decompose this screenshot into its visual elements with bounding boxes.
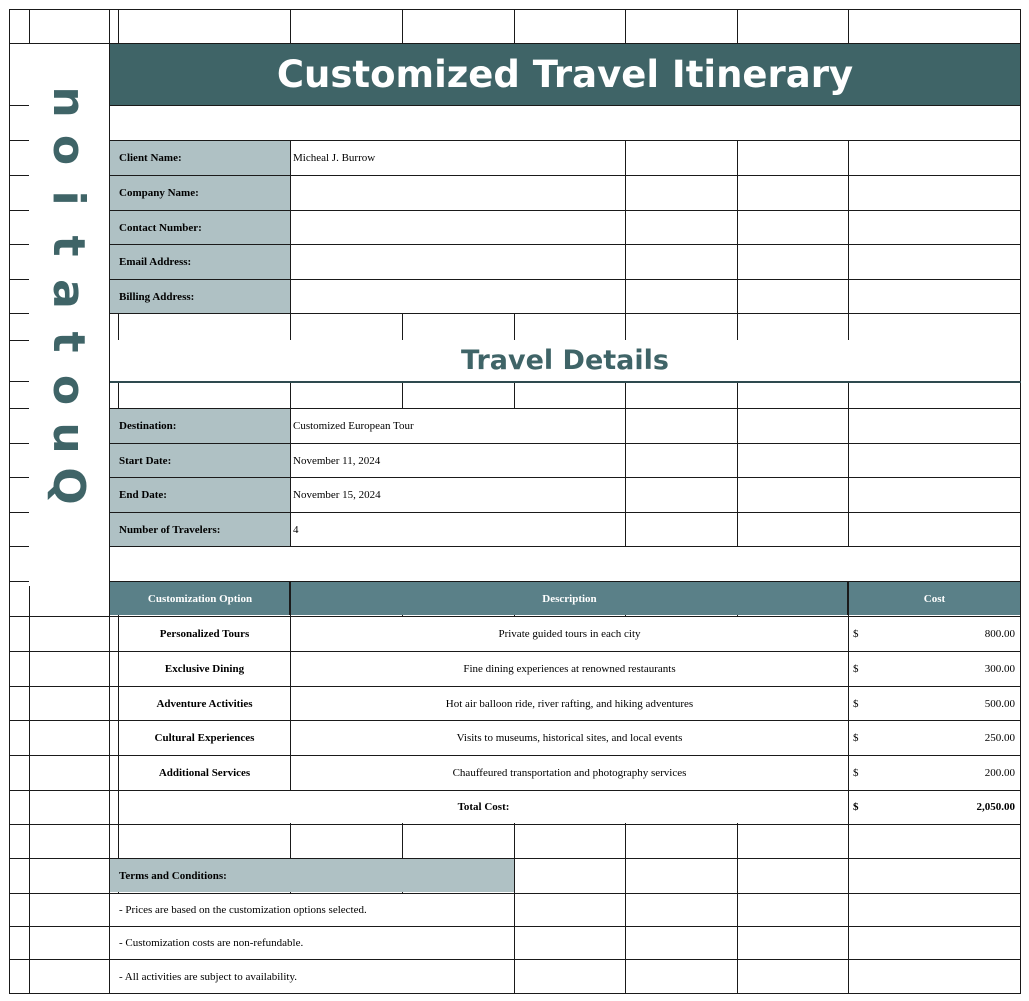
travel-field-label: Number of Travelers: (110, 513, 290, 546)
travel-field-label: Start Date: (110, 444, 290, 477)
page-title: Customized Travel Itinerary (110, 44, 1020, 105)
option-description: Chauffeured transportation and photography services (291, 756, 848, 790)
option-description: Fine dining experiences at renowned restaurants (291, 652, 848, 686)
terms-item: - Prices are based on the customization options selected. (110, 894, 514, 926)
travel-field-value[interactable]: November 15, 2024 (291, 478, 625, 512)
client-field-label: Billing Address: (110, 280, 290, 313)
cost-value: 200.00 (984, 767, 1015, 779)
spacer-row (110, 547, 1020, 581)
table-header-option: Customization Option (110, 582, 290, 615)
option-cost (849, 756, 1020, 790)
side-label-letter: t (43, 331, 94, 353)
travel-field-label: End Date: (110, 478, 290, 512)
grid-line-vertical (848, 9, 849, 993)
side-label-letter: o (43, 374, 94, 406)
side-label-letter: i (43, 190, 94, 206)
grid-line-horizontal (9, 313, 1021, 314)
grid-line-vertical (625, 9, 626, 993)
grid-line-vertical (737, 9, 738, 993)
travel-field-value[interactable]: Customized European Tour (291, 409, 625, 443)
grid-line-horizontal (9, 9, 1021, 10)
travel-field-label: Destination: (110, 409, 290, 443)
option-cost (849, 687, 1020, 720)
option-name: Additional Services (119, 756, 290, 790)
side-label-letter: u (43, 422, 94, 454)
grid-line-horizontal (9, 993, 1021, 994)
grid-line-vertical (1020, 9, 1021, 993)
currency-symbol: $ (853, 628, 859, 640)
terms-item: - All activities are subject to availability. (110, 960, 514, 993)
table-header-description: Description (291, 582, 848, 615)
cost-value: 250.00 (984, 732, 1015, 744)
option-name: Personalized Tours (119, 617, 290, 651)
client-field-value[interactable]: Micheal J. Burrow (291, 141, 625, 175)
total-cost (849, 791, 1020, 823)
grid-line-horizontal (9, 824, 1021, 825)
side-label-letter: a (43, 279, 94, 309)
option-cost (849, 652, 1020, 686)
option-name: Exclusive Dining (119, 652, 290, 686)
table-header-cost: Cost (849, 582, 1020, 615)
travel-field-value[interactable]: November 11, 2024 (291, 444, 625, 477)
cost-value: 300.00 (984, 663, 1015, 675)
terms-item: - Customization costs are non-refundable. (110, 927, 514, 959)
grid-line-vertical (9, 9, 10, 993)
header-divider (847, 582, 849, 615)
option-cost (849, 721, 1020, 755)
client-field-value[interactable] (291, 211, 625, 244)
cost-value: 500.00 (984, 697, 1015, 710)
grid-line-horizontal (110, 381, 1021, 383)
total-label: Total Cost: (119, 791, 848, 823)
currency-symbol: $ (853, 767, 859, 779)
spacer-row (110, 106, 1020, 140)
client-field-value[interactable] (291, 280, 625, 313)
client-field-value[interactable] (291, 245, 625, 279)
client-field-label: Email Address: (110, 245, 290, 279)
currency-symbol: $ (853, 663, 859, 675)
header-divider (289, 582, 291, 615)
currency-symbol: $ (853, 801, 859, 813)
option-name: Cultural Experiences (119, 721, 290, 755)
cost-value: 800.00 (984, 628, 1015, 640)
option-description: Visits to museums, historical sites, and local events (291, 721, 848, 755)
side-label-letter: n (43, 86, 94, 118)
client-field-label: Company Name: (110, 176, 290, 210)
currency-symbol: $ (853, 732, 859, 744)
side-label-letter: t (43, 235, 94, 257)
client-field-label: Contact Number: (110, 211, 290, 244)
option-description: Private guided tours in each city (291, 617, 848, 651)
side-label-letter: o (43, 134, 94, 166)
option-description: Hot air balloon ride, river rafting, and hiking adventures (291, 687, 848, 720)
option-cost (849, 617, 1020, 651)
option-name: Adventure Activities (119, 687, 290, 720)
currency-symbol: $ (853, 697, 859, 710)
total-cost-value: 2,050.00 (976, 801, 1015, 813)
travel-field-value[interactable]: 4 (291, 513, 625, 546)
side-label-letter: Q (43, 467, 94, 505)
travel-details-title: Travel Details (110, 340, 1020, 381)
client-field-value[interactable] (291, 176, 625, 210)
client-field-label: Client Name: (110, 141, 290, 175)
side-label-quotation (28, 78, 108, 588)
terms-heading: Terms and Conditions: (110, 859, 514, 892)
